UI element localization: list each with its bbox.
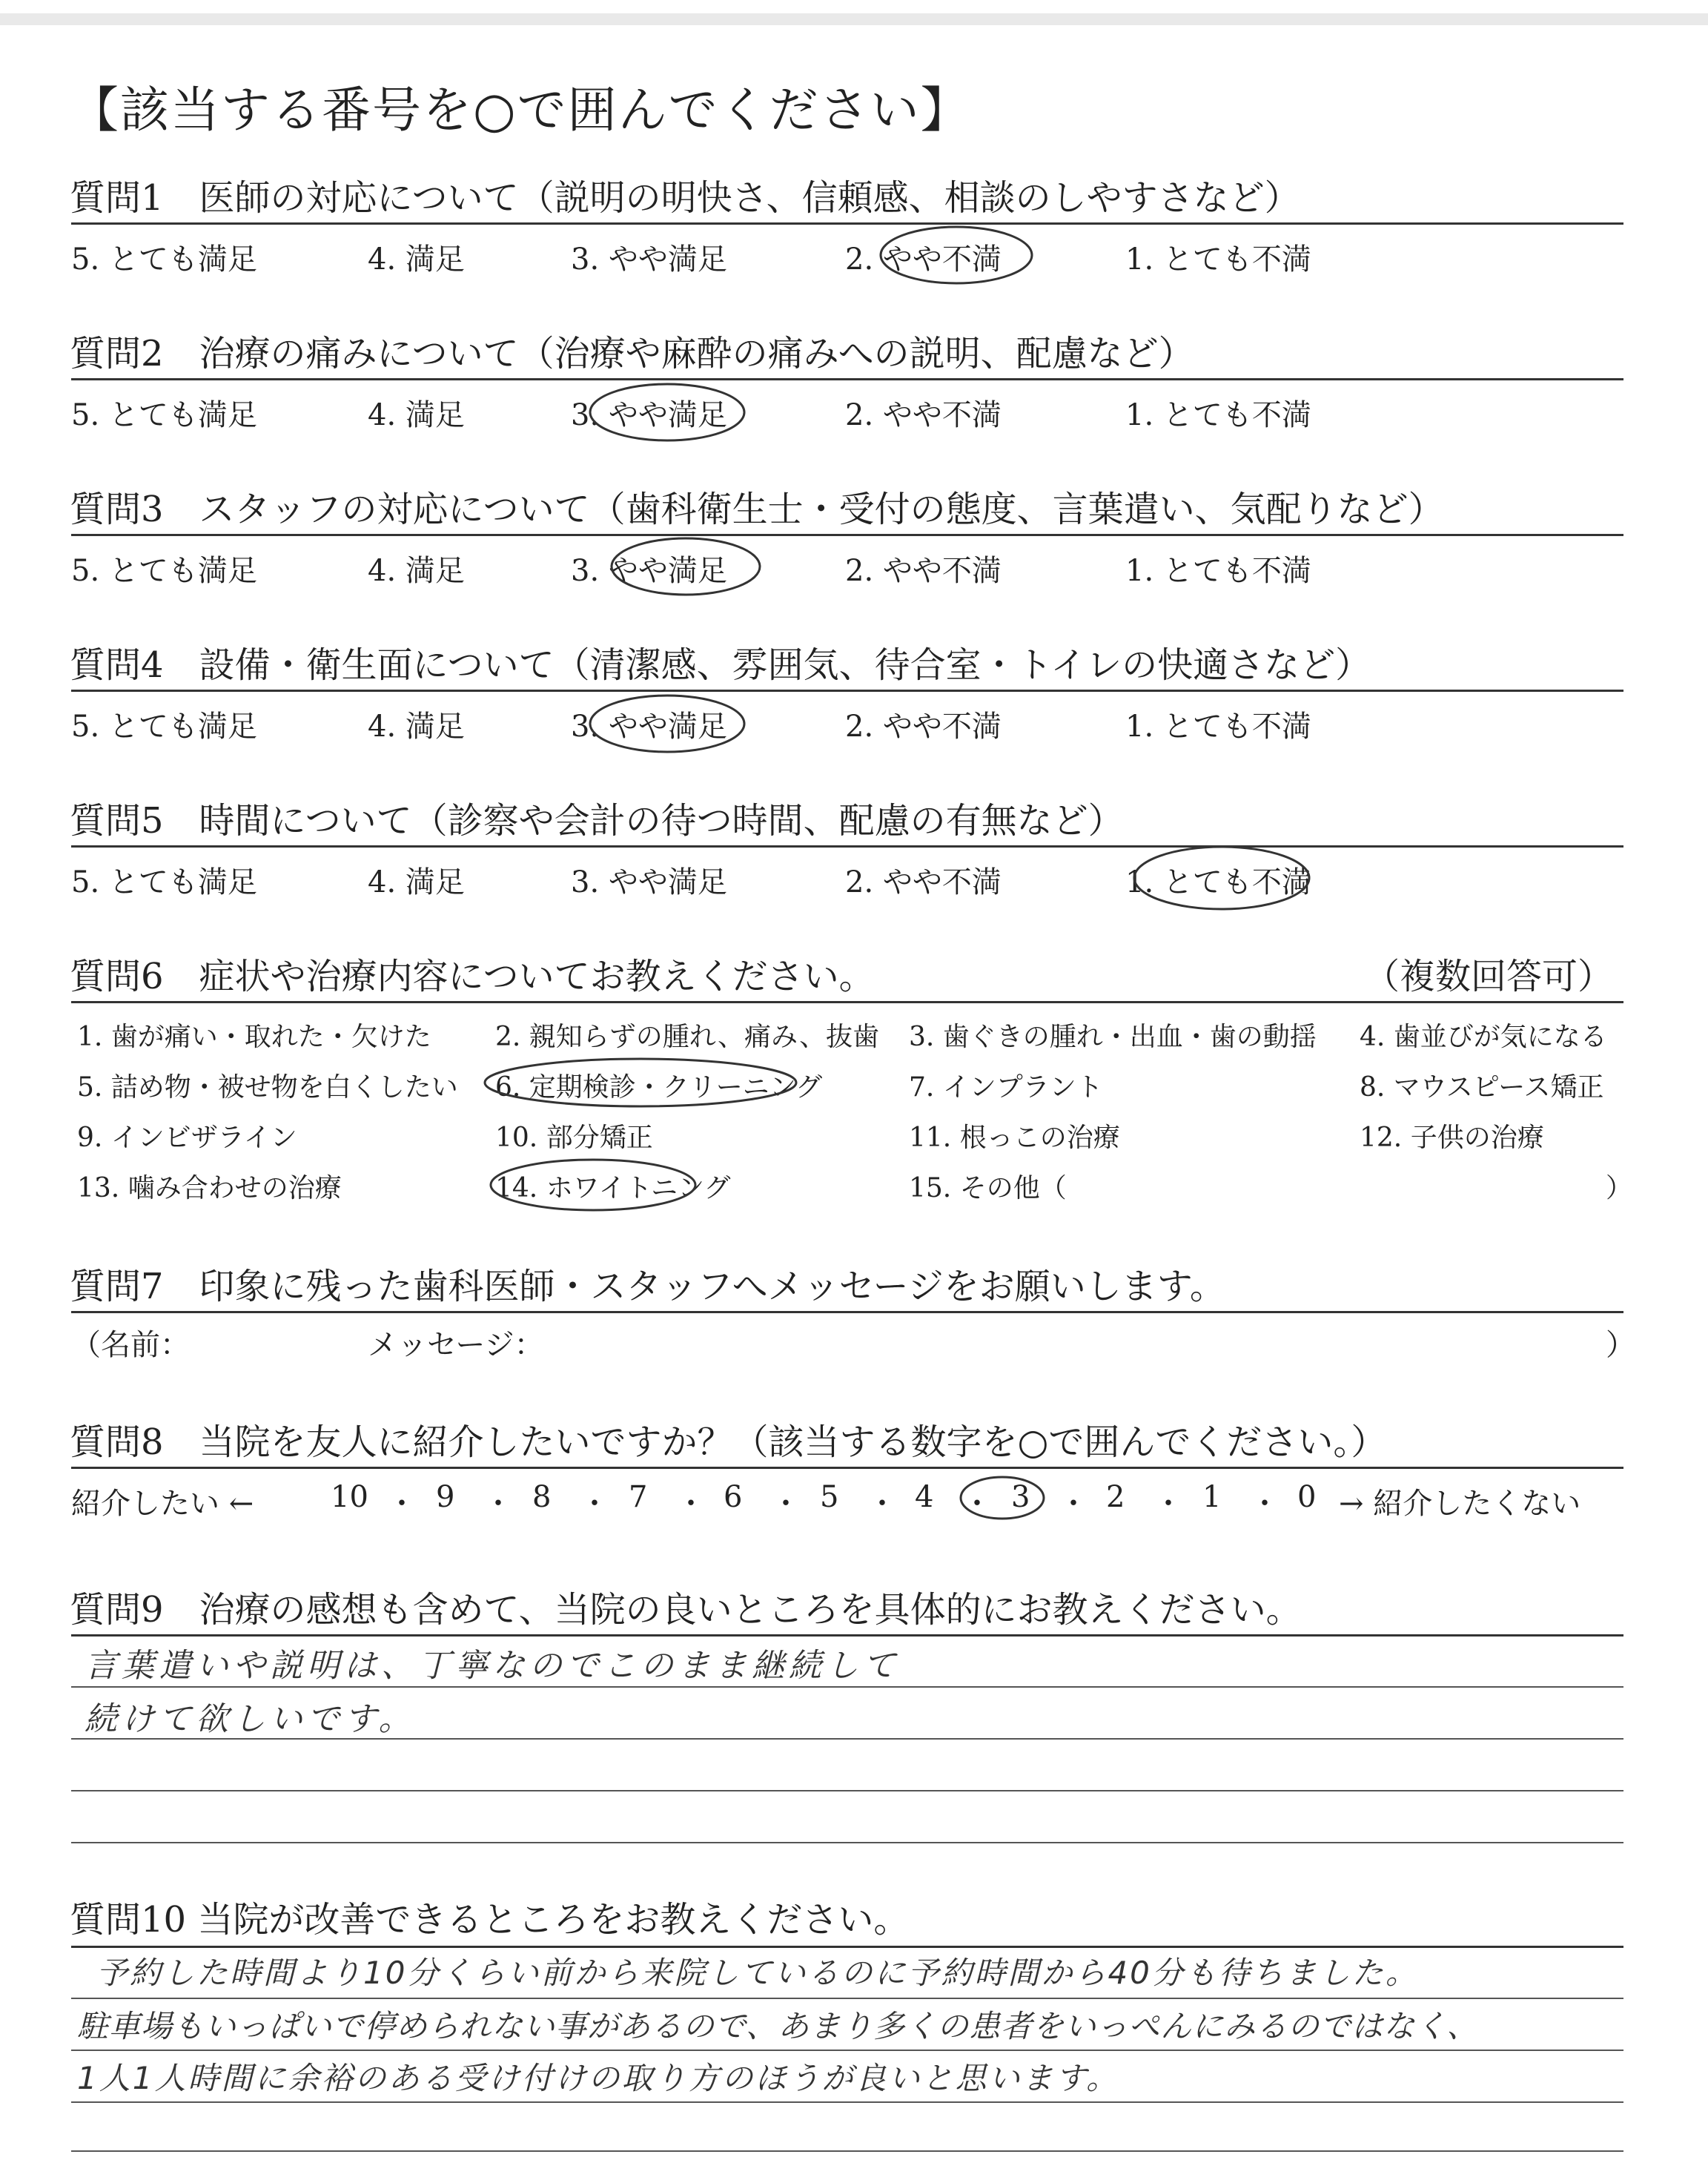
question-2-title: 質問2 治療の痛みについて（治療や麻酔の痛みへの説明、配慮など）	[70, 333, 1194, 374]
q7-close: ）	[1606, 1328, 1635, 1362]
q8-separator: ・	[1250, 1487, 1280, 1521]
q8-number-6[interactable]: 6	[724, 1480, 743, 1514]
question-1-title: 質問1 医師の対応について（説明の明快さ、信頼感、相談のしやすさなど）	[70, 177, 1300, 219]
q2-option-2[interactable]: 2. やや不満	[845, 398, 1002, 432]
q6-option-2[interactable]: 2. 親知らずの腫れ、痛み、抜歯	[495, 1022, 880, 1052]
q9-answer-line-1: 言葉遣いや説明は、丁寧なのでこのまま継続して	[85, 1647, 900, 1685]
q8-separator: ・	[962, 1487, 992, 1521]
q4-option-3[interactable]: 3. やや満足	[571, 710, 727, 744]
q2-option-4[interactable]: 4. 満足	[368, 398, 465, 432]
q3-option-3[interactable]: 3. やや満足	[571, 554, 727, 588]
q8-separator: ・	[483, 1487, 513, 1521]
q6-option-6[interactable]: 6. 定期検診・クリーニング	[495, 1072, 823, 1103]
q8-separator: ・	[580, 1487, 609, 1521]
q8-number-10[interactable]: 10	[331, 1480, 368, 1514]
q1-option-5[interactable]: 5. とても満足	[71, 242, 257, 277]
q6-selection-circle-14	[491, 1160, 695, 1210]
q8-separator: ・	[1153, 1487, 1183, 1521]
q6-selection-circle-6	[485, 1059, 796, 1106]
q3-option-5[interactable]: 5. とても満足	[71, 554, 257, 588]
q8-separator: ・	[1059, 1487, 1088, 1521]
q8-selection-circle	[961, 1477, 1044, 1519]
q8-number-9[interactable]: 9	[436, 1480, 455, 1514]
q8-number-1[interactable]: 1	[1202, 1480, 1222, 1514]
q8-right-label: → 紹介したくない	[1339, 1487, 1581, 1521]
q8-number-3[interactable]: 3	[1011, 1480, 1030, 1514]
q6-option-13[interactable]: 13. 噛み合わせの治療	[77, 1173, 342, 1203]
q6-option-4[interactable]: 4. 歯並びが気になる	[1360, 1022, 1607, 1052]
q8-left-label: 紹介したい ←	[71, 1487, 254, 1521]
q6-option-15[interactable]: 15. その他（	[909, 1173, 1067, 1203]
q8-number-8[interactable]: 8	[532, 1480, 552, 1514]
q6-option-12[interactable]: 12. 子供の治療	[1360, 1123, 1544, 1153]
q10-answer-line-2: 駐車場もいっぱいで停められない事があるので、あまり多くの患者をいっぺんにみるのではなく、	[77, 2008, 1479, 2044]
q2-option-1[interactable]: 1. とても不満	[1125, 398, 1311, 432]
q4-option-4[interactable]: 4. 満足	[368, 710, 465, 744]
q6-option-3[interactable]: 3. 歯ぐきの腫れ・出血・歯の動揺	[909, 1022, 1317, 1052]
q5-option-3[interactable]: 3. やや満足	[571, 865, 727, 899]
q5-option-5[interactable]: 5. とても満足	[71, 865, 257, 899]
question-6-note: （複数回答可）	[1364, 956, 1614, 997]
q8-separator: ・	[867, 1487, 897, 1521]
q3-option-2[interactable]: 2. やや不満	[845, 554, 1002, 588]
q8-separator: ・	[771, 1487, 801, 1521]
q8-number-2[interactable]: 2	[1106, 1480, 1125, 1514]
q7-message-label: メッセージ：	[368, 1328, 544, 1362]
page-header: 【該当する番号を○で囲んでください】	[70, 82, 971, 139]
q6-option-14[interactable]: 14. ホワイトニング	[495, 1173, 731, 1203]
q8-separator: ・	[387, 1487, 417, 1521]
question-4-title: 質問4 設備・衛生面について（清潔感、雰囲気、待合室・トイレの快適さなど）	[70, 644, 1371, 686]
question-9-title: 質問9 治療の感想も含めて、当院の良いところを具体的にお教えください。	[70, 1589, 1302, 1631]
q9-answer-line-2: 続けて欲しいです。	[85, 1700, 416, 1738]
question-6-title: 質問6 症状や治療内容についてお教えください。	[70, 956, 875, 997]
q8-number-7[interactable]: 7	[629, 1480, 648, 1514]
q1-option-1[interactable]: 1. とても不満	[1125, 242, 1311, 277]
q10-answer-line-1: 予約した時間より10分くらい前から来院しているのに予約時間から40分も待ちました。	[96, 1955, 1419, 1991]
q8-number-4[interactable]: 4	[915, 1480, 934, 1514]
q6-option-5[interactable]: 5. 詰め物・被せ物を白くしたい	[77, 1072, 458, 1103]
q1-option-4[interactable]: 4. 満足	[368, 242, 465, 277]
q8-number-0[interactable]: 0	[1297, 1480, 1317, 1514]
q5-option-4[interactable]: 4. 満足	[368, 865, 465, 899]
q1-option-3[interactable]: 3. やや満足	[571, 242, 727, 277]
q1-selection-circle	[881, 227, 1032, 283]
q2-option-5[interactable]: 5. とても満足	[71, 398, 257, 432]
question-8-title: 質問8 当院を友人に紹介したいですか？（該当する数字を○で囲んでください。）	[70, 1421, 1387, 1463]
q6-option-10[interactable]: 10. 部分矯正	[495, 1123, 653, 1153]
q10-answer-line-3: 1人1人時間に余裕のある受け付けの取り方のほうが良いと思います。	[77, 2060, 1120, 2096]
q8-number-5[interactable]: 5	[820, 1480, 839, 1514]
q4-selection-circle	[590, 696, 744, 752]
q2-selection-circle	[590, 384, 744, 440]
q2-option-3[interactable]: 3. やや満足	[571, 398, 727, 432]
q6-option-7[interactable]: 7. インプラント	[909, 1072, 1103, 1103]
question-7-title: 質問7 印象に残った歯科医師・スタッフへメッセージをお願いします。	[70, 1266, 1225, 1307]
q6-option-1[interactable]: 1. 歯が痛い・取れた・欠けた	[77, 1022, 431, 1052]
q7-name-label: （名前：	[71, 1328, 190, 1362]
question-10-title: 質問10 当院が改善できるところをお教えください。	[70, 1899, 910, 1941]
q8-separator: ・	[676, 1487, 706, 1521]
q4-option-2[interactable]: 2. やや不満	[845, 710, 1002, 744]
q5-option-1[interactable]: 1. とても不満	[1125, 865, 1311, 899]
q4-option-1[interactable]: 1. とても不満	[1125, 710, 1311, 744]
q6-other-close: ）	[1606, 1173, 1633, 1203]
q5-option-2[interactable]: 2. やや不満	[845, 865, 1002, 899]
question-5-title: 質問5 時間について（診察や会計の待つ時間、配慮の有無など）	[70, 800, 1124, 842]
q3-option-4[interactable]: 4. 満足	[368, 554, 465, 588]
q6-option-11[interactable]: 11. 根っこの治療	[909, 1123, 1120, 1153]
q1-option-2[interactable]: 2. やや不満	[845, 242, 1002, 277]
q5-selection-circle	[1134, 847, 1309, 909]
question-3-title: 質問3 スタッフの対応について（歯科衛生士・受付の態度、言葉遣い、気配りなど）	[70, 489, 1444, 530]
q4-option-5[interactable]: 5. とても満足	[71, 710, 257, 744]
q3-selection-circle	[612, 538, 760, 595]
q6-option-9[interactable]: 9. インビザライン	[77, 1123, 297, 1153]
q6-option-8[interactable]: 8. マウスピース矯正	[1360, 1072, 1604, 1103]
q3-option-1[interactable]: 1. とても不満	[1125, 554, 1311, 588]
